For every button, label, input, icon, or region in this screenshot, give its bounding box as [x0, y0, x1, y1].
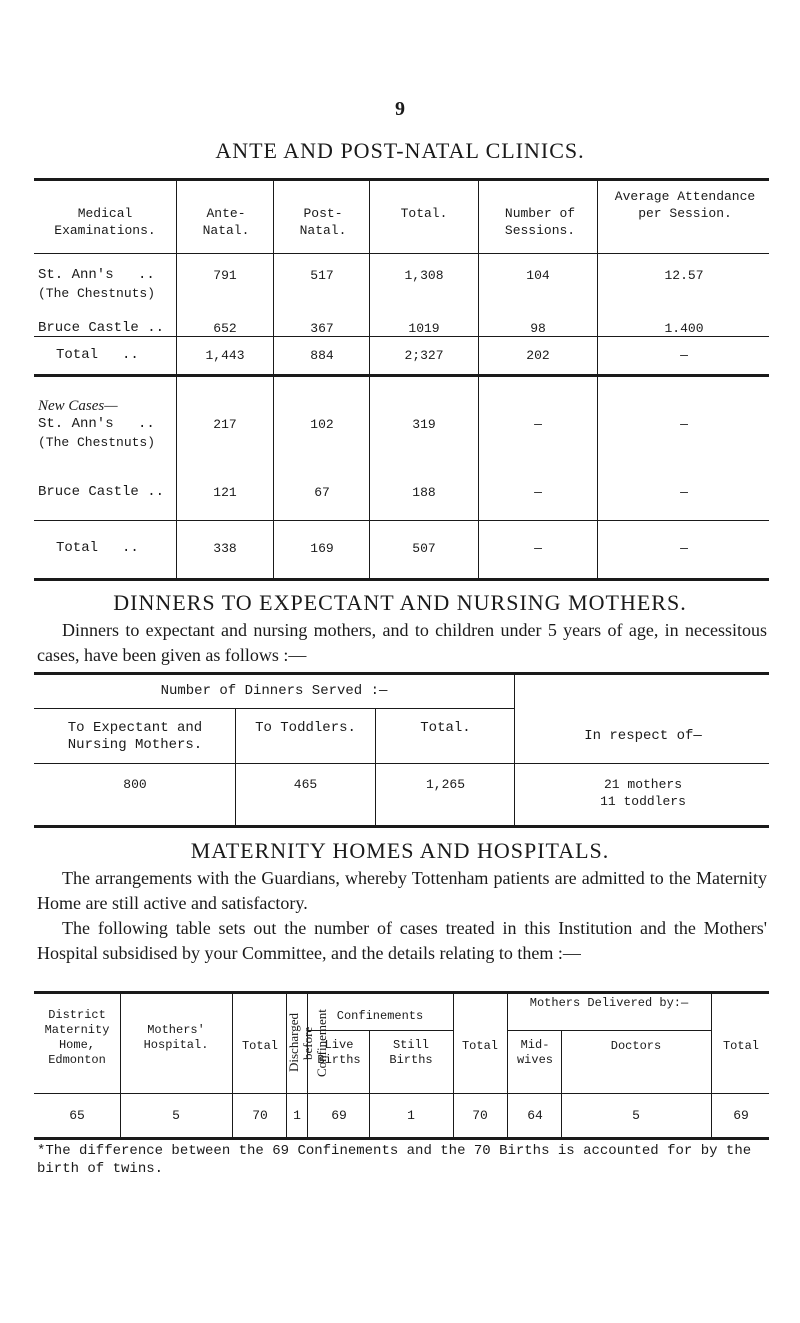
header-toddlers: To Toddlers. — [255, 720, 356, 736]
cell-ante: 121 — [213, 485, 237, 500]
row-dots: .. — [138, 416, 155, 432]
header-total-births: Total — [461, 1039, 498, 1053]
cell-average: — — [680, 348, 688, 363]
cell-sessions: 202 — [526, 348, 550, 363]
maternity-paragraph-1: The arrangements with the Guardians, whereby Tottenham patients are admitted to the Maternity Home are still active and satisfactory. — [37, 868, 767, 913]
header-confinements: Confinements — [336, 1009, 424, 1023]
cell-discharged: 1 — [293, 1108, 301, 1123]
header-number-of-sessions: Number of Sessions. — [504, 206, 576, 238]
header-post-natal: Post-Natal. — [299, 206, 347, 238]
cell-total: 507 — [412, 541, 436, 556]
header-live-births: Live Births — [317, 1038, 361, 1067]
cell-total: 1019 — [408, 321, 440, 336]
header-doctors: Doctors — [610, 1039, 662, 1053]
cell-sessions: — — [534, 541, 542, 556]
header-in-respect-of: In respect of— — [584, 728, 702, 744]
cell-total: 1,308 — [404, 268, 444, 283]
cell-ante: 338 — [213, 541, 237, 556]
header-midwives: Mid-wives — [516, 1038, 553, 1067]
row-sublabel: (The Chestnuts) — [38, 435, 156, 450]
cell-sessions: 104 — [526, 268, 550, 283]
header-mothers-delivered-by: Mothers Delivered by:— — [529, 996, 689, 1010]
header-mothers-hospital: Mothers' Hospital. — [143, 1023, 209, 1052]
cell-still-births: 1 — [407, 1108, 415, 1123]
section-title-clinics: ANTE AND POST-NATAL CLINICS. — [215, 138, 585, 163]
header-total: Total. — [420, 720, 471, 736]
cell-total-births: 70 — [472, 1108, 488, 1123]
cell-post: 367 — [310, 321, 334, 336]
row-dots: .. — [122, 540, 139, 556]
cell-live-births: 69 — [331, 1108, 347, 1123]
new-cases-label: New Cases— — [38, 398, 118, 414]
row-label: Total — [56, 347, 99, 363]
row-label: Bruce Castle .. — [38, 484, 165, 500]
cell-ante: 217 — [213, 417, 237, 432]
cell-total: 319 — [412, 417, 436, 432]
row-dots: .. — [122, 347, 139, 363]
cell-average: 1.400 — [664, 321, 704, 336]
cell-post: 169 — [310, 541, 334, 556]
header-still-births: Still Births — [389, 1038, 433, 1067]
cell-total: 1,265 — [425, 777, 465, 792]
cell-total: 70 — [252, 1108, 268, 1123]
cell-total: 2;327 — [404, 348, 444, 363]
cell-ante: 1,443 — [205, 348, 245, 363]
header-medical-examinations: Medical Examinations. — [54, 206, 156, 238]
cell-sessions: — — [534, 485, 542, 500]
row-label: Total — [56, 540, 99, 556]
cell-sessions: — — [534, 417, 542, 432]
cell-post: 517 — [310, 268, 334, 283]
cell-respect-toddlers: 11 toddlers — [600, 794, 686, 809]
cell-mothers-hospital: 5 — [172, 1108, 180, 1123]
row-dots: .. — [138, 267, 155, 283]
row-sublabel: (The Chestnuts) — [38, 286, 156, 301]
cell-average: — — [680, 417, 688, 432]
dinners-group-header: Number of Dinners Served :— — [160, 683, 388, 699]
row-label: St. Ann's — [38, 267, 114, 283]
header-ante-natal: Ante-Natal. — [202, 206, 250, 238]
cell-mothers: 800 — [123, 777, 147, 792]
cell-average: 12.57 — [664, 268, 704, 283]
cell-average: — — [680, 541, 688, 556]
cell-total-delivered: 69 — [733, 1108, 749, 1123]
header-discharged-before-confinement: Discharged before Confinement — [286, 1009, 329, 1077]
cell-sessions: 98 — [530, 321, 546, 336]
row-label: St. Ann's — [38, 416, 114, 432]
page-number: 9 — [395, 98, 405, 120]
cell-respect-mothers: 21 mothers — [603, 777, 682, 792]
dinners-paragraph: Dinners to expectant and nursing mothers, and to children under 5 years of age, in necessitous cases, have been given as follows :— — [37, 620, 767, 665]
header-total: Total. — [400, 206, 448, 221]
header-total-delivered: Total — [722, 1039, 759, 1053]
section-title-maternity: MATERNITY HOMES AND HOSPITALS. — [190, 838, 610, 863]
cell-midwives: 64 — [527, 1108, 543, 1123]
section-title-dinners: DINNERS TO EXPECTANT AND NURSING MOTHERS. — [113, 590, 687, 615]
cell-ante: 652 — [213, 321, 237, 336]
row-label: Bruce Castle .. — [38, 320, 165, 336]
header-expectant-mothers: To Expectant and Nursing Mothers. — [67, 720, 203, 753]
footnote: *The difference between the 69 Confinements and the 70 Births is accounted for by the birth of twins. — [37, 1143, 752, 1177]
cell-total: 188 — [412, 485, 436, 500]
cell-district: 65 — [69, 1108, 85, 1123]
header-total: Total — [241, 1039, 278, 1053]
maternity-paragraph-2: The following table sets out the number of cases treated in this Institution and the Mothers' Hospital subsidised by your Committee, and the details relating to them :— — [37, 918, 767, 963]
cell-average: — — [680, 485, 688, 500]
header-average-attendance: Average Attendance per Session. — [614, 189, 756, 221]
cell-post: 884 — [310, 348, 334, 363]
cell-doctors: 5 — [632, 1108, 640, 1123]
header-district-maternity-home: District Maternity Home, Edmonton — [44, 1008, 110, 1067]
cell-toddlers: 465 — [293, 777, 318, 792]
cell-ante: 791 — [213, 268, 237, 283]
cell-post: 67 — [314, 485, 330, 500]
cell-post: 102 — [310, 417, 334, 432]
